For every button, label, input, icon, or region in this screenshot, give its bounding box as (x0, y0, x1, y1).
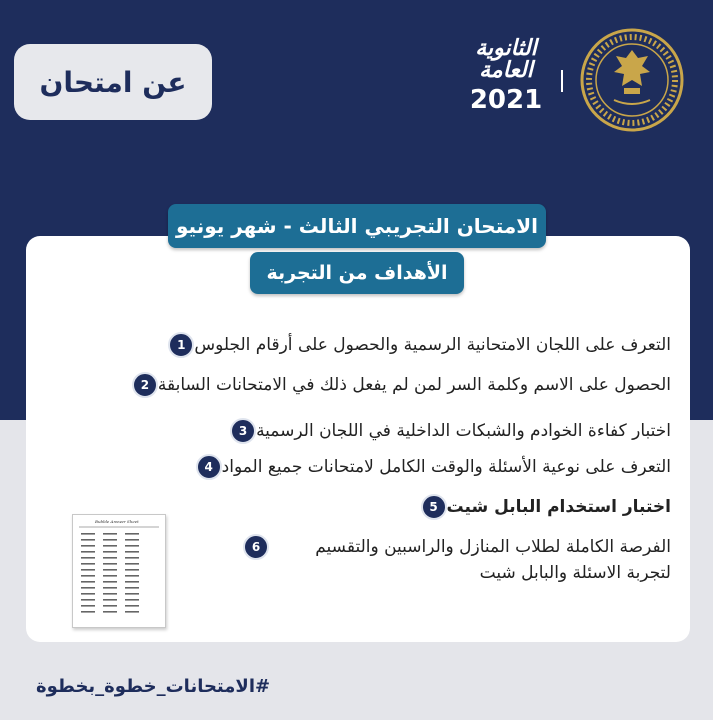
logo-divider (561, 70, 563, 92)
headline: الامتحان التجريبي الثالث - شهر يونيو (176, 214, 538, 238)
list-item (184, 454, 671, 480)
list-item (120, 372, 671, 398)
item-number: 5 (421, 494, 447, 520)
item-text: اختبار استخدام البابل شيت (446, 497, 671, 517)
list-item (156, 332, 671, 358)
item-text: التعرف على نوعية الأسئلة والوقت الكامل لامتحانات جميع المواد (221, 457, 671, 477)
item-number: 6 (243, 534, 269, 560)
item-text: اختبار كفاءة الخوادم والشبكات الداخلية في اللجان الرسمية (256, 421, 671, 441)
program-line-2: العامة (479, 58, 533, 83)
subheadline-badge (250, 252, 464, 294)
item-number: 2 (132, 372, 158, 398)
item-number: 4 (196, 454, 222, 480)
list-item (409, 494, 671, 520)
item-number: 3 (230, 418, 256, 444)
program-line-1: الثانوية (475, 36, 537, 61)
program-year: 2021 (469, 85, 543, 115)
bubble-sheet-title: Bubble Answer Sheet (95, 519, 139, 524)
list-item (218, 418, 671, 444)
subheadline: الأهداف من التجربة (266, 262, 448, 284)
topic-label-box (14, 44, 212, 120)
topic-label: عن امتحان (39, 65, 187, 99)
item-text: الفرصة الكاملة لطلاب المنازل والراسبين والتقسيم لتجربة الاسئلة والبابل شيت (315, 537, 671, 583)
bubble-sheet-image (72, 514, 166, 628)
hashtag: #الامتحانات_خطوة_بخطوة (36, 676, 271, 697)
item-number: 1 (168, 332, 194, 358)
thanaweya-amma-logo (462, 38, 550, 124)
item-text: التعرف على اللجان الامتحانية الرسمية والحصول على أرقام الجلوس (194, 335, 671, 355)
bubble-grid-icon (73, 515, 165, 627)
item-text: الحصول على الاسم وكلمة السر لمن لم يفعل ذلك في الامتحانات السابقة (157, 375, 671, 395)
headline-badge (168, 204, 546, 248)
ministry-seal-logo (580, 28, 684, 132)
list-item (231, 534, 671, 586)
